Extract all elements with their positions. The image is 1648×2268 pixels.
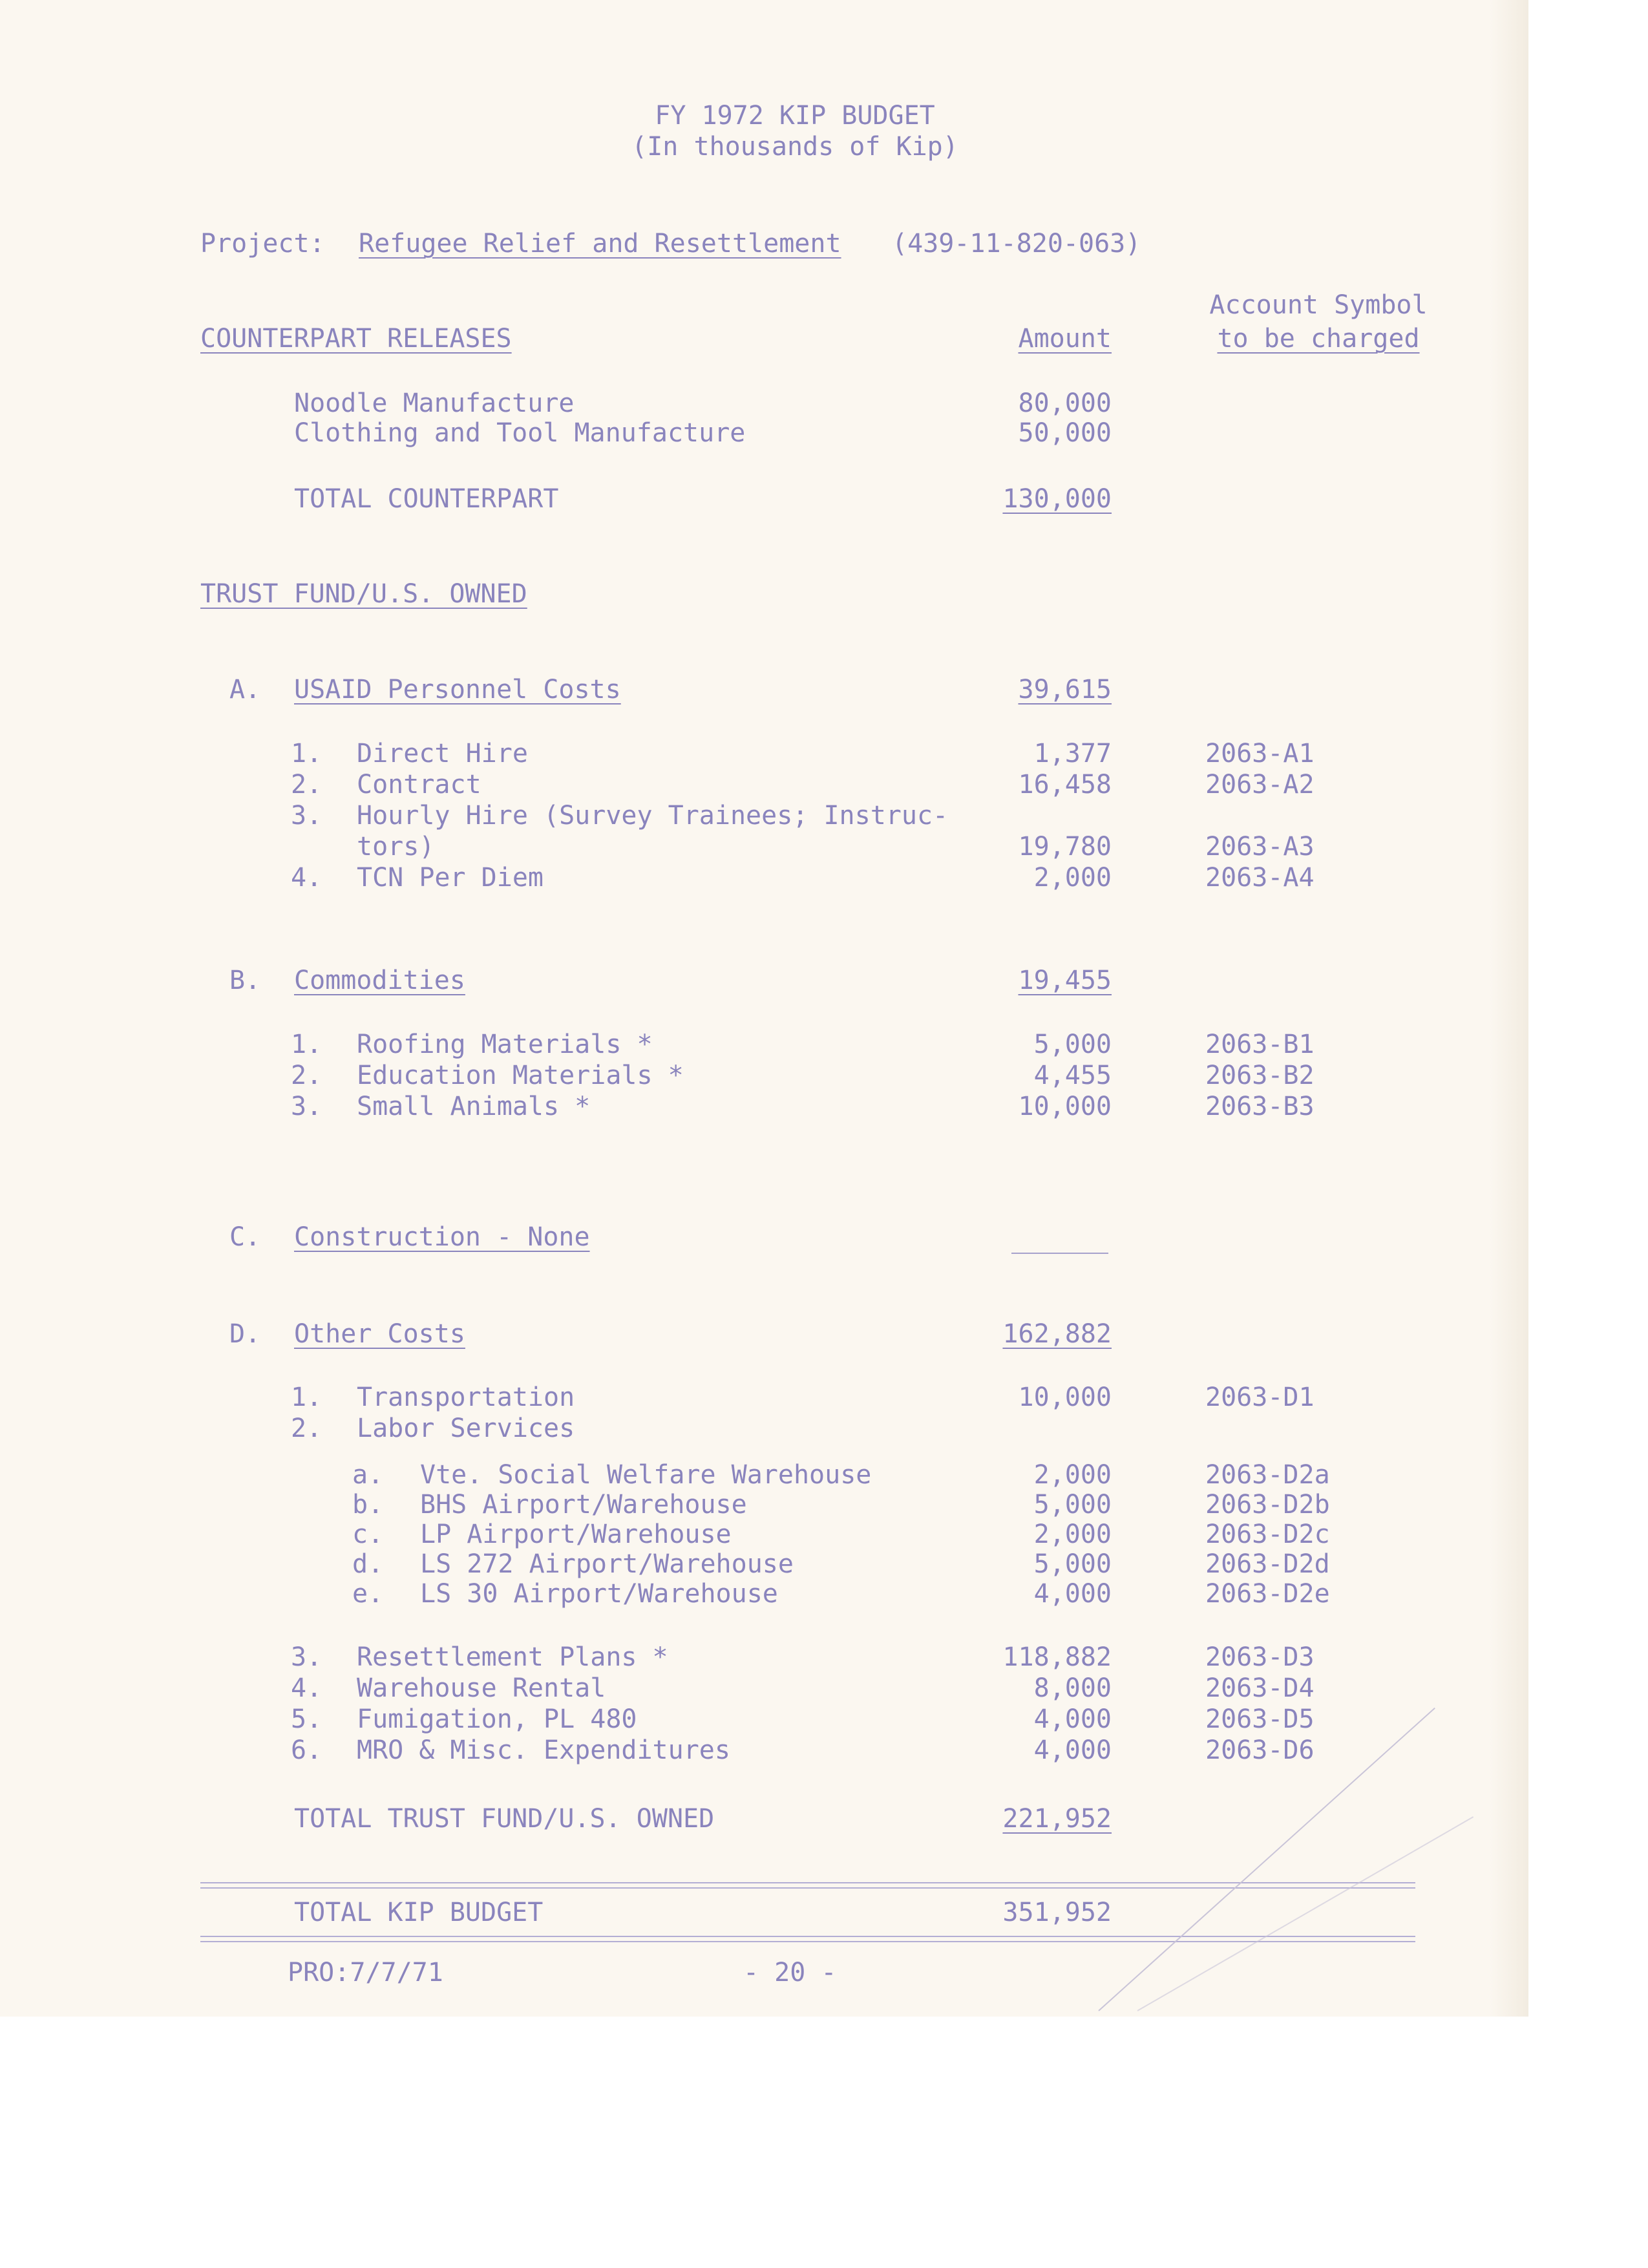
item-label: Education Materials * bbox=[357, 1061, 684, 1090]
trust-fund-heading: TRUST FUND/U.S. OWNED bbox=[200, 579, 527, 609]
counterpart-total-amount: 130,000 bbox=[1002, 484, 1112, 514]
item-amount: 5,000 bbox=[1033, 1030, 1112, 1059]
trust-fund-total-label: TOTAL TRUST FUND/U.S. OWNED bbox=[294, 1804, 715, 1834]
item-amount: 10,000 bbox=[1018, 1092, 1112, 1121]
document-title: FY 1972 KIP BUDGET bbox=[655, 101, 935, 131]
subitem-account: 2063-D2b bbox=[1205, 1490, 1330, 1520]
item-amount: 4,000 bbox=[1033, 1704, 1112, 1734]
section-a-amount: 39,615 bbox=[1018, 675, 1112, 705]
item-label: TCN Per Diem bbox=[357, 863, 544, 893]
page-number: - 20 - bbox=[743, 1958, 837, 1987]
project-name: Refugee Relief and Resettlement bbox=[359, 229, 841, 259]
item-account: 2063-A4 bbox=[1205, 863, 1315, 893]
section-letter: D. bbox=[229, 1319, 261, 1349]
item-number: 1. bbox=[291, 1383, 322, 1412]
subitem-amount: 2,000 bbox=[1033, 1460, 1112, 1490]
item-amount: 4,000 bbox=[1033, 1735, 1112, 1765]
item-account: 2063-D4 bbox=[1205, 1673, 1315, 1703]
counterpart-heading: COUNTERPART RELEASES bbox=[200, 324, 512, 354]
subitem-account: 2063-D2d bbox=[1205, 1549, 1330, 1579]
item-number: 2. bbox=[291, 1061, 322, 1090]
subitem-amount: 2,000 bbox=[1033, 1520, 1112, 1549]
subitem-amount: 5,000 bbox=[1033, 1549, 1112, 1579]
item-number: 3. bbox=[291, 801, 322, 831]
item-number: 2. bbox=[291, 1414, 322, 1443]
item-label: Direct Hire bbox=[357, 739, 528, 768]
footer-date: PRO:7/7/71 bbox=[288, 1958, 443, 1987]
item-label: Labor Services bbox=[357, 1414, 575, 1443]
counterpart-item-amount: 80,000 bbox=[1018, 388, 1112, 418]
item-account: 2063-B1 bbox=[1205, 1030, 1315, 1059]
document-subtitle: (In thousands of Kip) bbox=[631, 132, 958, 162]
item-label: Warehouse Rental bbox=[357, 1673, 606, 1703]
trust-fund-total-amount: 221,952 bbox=[1002, 1804, 1112, 1834]
item-label-continued: tors) bbox=[357, 832, 435, 862]
counterpart-item-label: Clothing and Tool Manufacture bbox=[294, 418, 746, 448]
subitem-label: Vte. Social Welfare Warehouse bbox=[420, 1460, 872, 1490]
item-amount: 118,882 bbox=[1002, 1642, 1112, 1672]
section-letter: A. bbox=[229, 675, 261, 705]
item-account: 2063-A3 bbox=[1205, 832, 1315, 862]
item-label: MRO & Misc. Expenditures bbox=[357, 1735, 730, 1765]
grand-total-label: TOTAL KIP BUDGET bbox=[294, 1898, 544, 1927]
subitem-label: LS 30 Airport/Warehouse bbox=[420, 1579, 778, 1609]
item-label: Transportation bbox=[357, 1383, 575, 1412]
item-number: 2. bbox=[291, 770, 322, 800]
section-letter: B. bbox=[229, 966, 261, 995]
counterpart-item-amount: 50,000 bbox=[1018, 418, 1112, 448]
item-amount: 8,000 bbox=[1033, 1673, 1112, 1703]
project-label: Project: bbox=[200, 229, 325, 259]
item-number: 3. bbox=[291, 1642, 322, 1672]
item-account: 2063-B2 bbox=[1205, 1061, 1315, 1090]
section-d-title: Other Costs bbox=[294, 1319, 465, 1349]
item-account: 2063-D6 bbox=[1205, 1735, 1315, 1765]
account-header-line1: Account Symbol bbox=[1209, 290, 1428, 320]
subitem-letter: a. bbox=[352, 1460, 384, 1490]
item-amount: 19,780 bbox=[1018, 832, 1112, 862]
section-d-amount: 162,882 bbox=[1002, 1319, 1112, 1349]
item-account: 2063-D5 bbox=[1205, 1704, 1315, 1734]
subitem-account: 2063-D2a bbox=[1205, 1460, 1330, 1490]
subitem-label: LS 272 Airport/Warehouse bbox=[420, 1549, 794, 1579]
item-number: 1. bbox=[291, 1030, 322, 1059]
subitem-letter: b. bbox=[352, 1490, 384, 1520]
item-account: 2063-D1 bbox=[1205, 1383, 1315, 1412]
item-account: 2063-A1 bbox=[1205, 739, 1315, 768]
item-number: 4. bbox=[291, 863, 322, 893]
item-label: Small Animals * bbox=[357, 1092, 591, 1121]
item-label: Fumigation, PL 480 bbox=[357, 1704, 637, 1734]
item-amount: 16,458 bbox=[1018, 770, 1112, 800]
subitem-account: 2063-D2e bbox=[1205, 1579, 1330, 1609]
item-number: 6. bbox=[291, 1735, 322, 1765]
item-number: 5. bbox=[291, 1704, 322, 1734]
section-b-amount: 19,455 bbox=[1018, 966, 1112, 995]
subitem-letter: d. bbox=[352, 1549, 384, 1579]
item-amount: 4,455 bbox=[1033, 1061, 1112, 1090]
section-a-title: USAID Personnel Costs bbox=[294, 675, 621, 705]
grand-total-amount: 351,952 bbox=[1002, 1898, 1112, 1927]
account-header-line2: to be charged bbox=[1217, 324, 1420, 354]
subitem-label: BHS Airport/Warehouse bbox=[420, 1490, 747, 1520]
item-amount: 1,377 bbox=[1033, 739, 1112, 768]
subitem-amount: 5,000 bbox=[1033, 1490, 1112, 1520]
section-letter: C. bbox=[229, 1222, 261, 1252]
item-number: 3. bbox=[291, 1092, 322, 1121]
item-account: 2063-D3 bbox=[1205, 1642, 1315, 1672]
project-code: (439-11-820-063) bbox=[892, 229, 1141, 259]
amount-header: Amount bbox=[1018, 324, 1112, 354]
item-number: 1. bbox=[291, 739, 322, 768]
section-b-title: Commodities bbox=[294, 966, 465, 995]
grand-total-rule-bottom bbox=[200, 1936, 1415, 1942]
item-account: 2063-A2 bbox=[1205, 770, 1315, 800]
subitem-label: LP Airport/Warehouse bbox=[420, 1520, 732, 1549]
item-number: 4. bbox=[291, 1673, 322, 1703]
subitem-account: 2063-D2c bbox=[1205, 1520, 1330, 1549]
blank-amount-line bbox=[1011, 1253, 1108, 1254]
item-label: Contract bbox=[357, 770, 481, 800]
item-label: Resettlement Plans * bbox=[357, 1642, 668, 1672]
item-label: Roofing Materials * bbox=[357, 1030, 653, 1059]
item-account: 2063-B3 bbox=[1205, 1092, 1315, 1121]
subitem-amount: 4,000 bbox=[1033, 1579, 1112, 1609]
item-amount: 10,000 bbox=[1018, 1383, 1112, 1412]
counterpart-item-label: Noodle Manufacture bbox=[294, 388, 575, 418]
subitem-letter: c. bbox=[352, 1520, 384, 1549]
subitem-letter: e. bbox=[352, 1579, 384, 1609]
counterpart-total-label: TOTAL COUNTERPART bbox=[294, 484, 559, 514]
item-label: Hourly Hire (Survey Trainees; Instruc- bbox=[357, 801, 949, 831]
paper-crease bbox=[1137, 1816, 1474, 2011]
item-amount: 2,000 bbox=[1033, 863, 1112, 893]
section-c-title: Construction - None bbox=[294, 1222, 590, 1252]
